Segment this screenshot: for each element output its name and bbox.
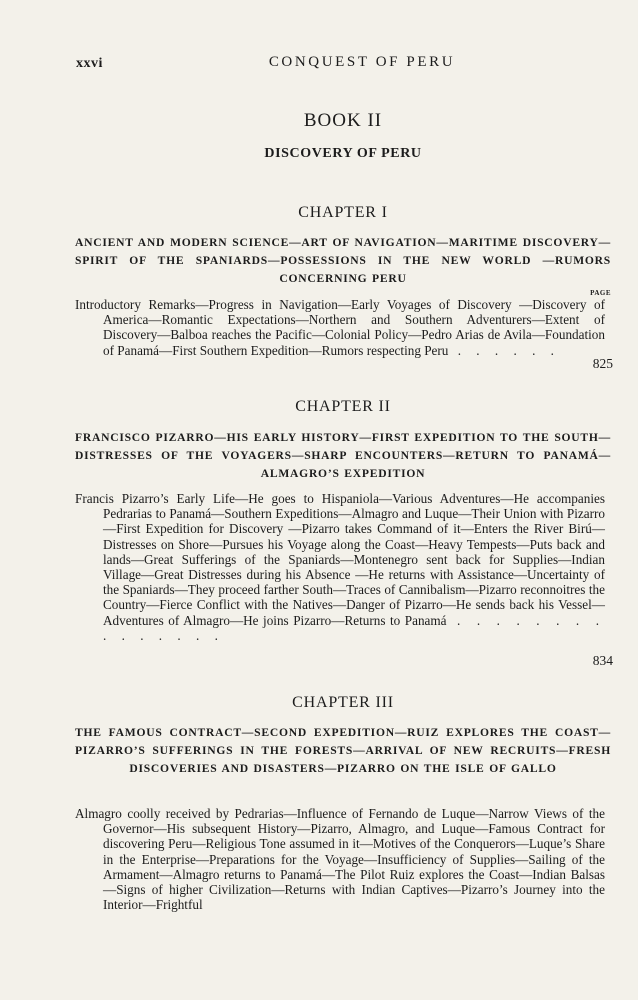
chapter-2-summary: [75, 491, 605, 643]
page-folio: xxvi: [76, 56, 103, 71]
chapter-3-summary-text: Almagro coolly received by Pedrarias—Influence of Fernando de Luque—Narrow Views of the Governor—His subsequent History—Pizarro, Almagro, and Luque—Famous Contract for discovering Peru—Religious Tone assumed in it—Motives of the Conquerors—Luque’s Share in the Enterprise—Preparations for the Voyage—Insufficiency of Supplies—Sailing of the Armament—Almagro returns to Panamá—The Pilot Ruiz explores the Coast—Indian Balsas—Signs of higher Civilization—Returns with Indian Captives—Pizarro’s Journey into the Interior—Frightful: [75, 806, 605, 913]
chapter-1-page-number: 825: [592, 356, 613, 371]
chapter-1-summary: [75, 297, 605, 358]
book-subtitle: DISCOVERY OF PERU: [264, 146, 422, 161]
chapter-2-page-number: 834: [592, 653, 613, 668]
book-title: BOOK II: [303, 110, 383, 131]
chapter-1-leader: . . . . . .: [448, 342, 560, 358]
running-head: [72, 54, 612, 74]
page-column-label: PAGE: [590, 289, 611, 297]
running-title: CONQUEST OF PERU: [268, 54, 456, 70]
chapter-2-topics: FRANCISCO PIZARRO—HIS EARLY HISTORY—FIRST EXPEDITION TO THE SOUTH—DISTRESSES OF THE VOYAGERS—SHARP ENCOUNTERS—RETURN TO PANAMÁ—ALMAGRO’S EXPEDITION: [75, 431, 611, 480]
chapter-3-summary: [75, 806, 605, 912]
chapter-3-heading: CHAPTER III: [292, 694, 394, 711]
chapter-2-leader: . . . . . . . . . . . . . . .: [103, 612, 605, 643]
chapter-2-summary-text: Francis Pizarro’s Early Life—He goes to Hispaniola—Various Adventures—He accompanies Pedrarias to Panamá—Southern Expeditions—Almagro and Luque—Their Union with Pizarro—First Expedition for Discovery —Pizarro takes Command of it—Enters the River Birú—Distresses on Shore—Pursues his Voyage along the Coast—Heavy Tempests—Puts back and lands—Great Sufferings of the Spaniards—Montenegro sent back for Supplies—Indian Village—Great Distresses during his Absence —He returns with Assistance—Uncertainty of the Spaniards—They proceed farther South—Traces of Cannibalism—Pizarro reconnoitres the Country—Fierce Conflict with the Natives—Danger of Pizarro—He sends back his Vessel—Adventures of Almagro—He joins Pizarro—Returns to Panamá: [75, 491, 605, 628]
chapter-2-heading: CHAPTER II: [295, 398, 391, 415]
chapter-1-summary-text: Introductory Remarks—Progress in Navigation—Early Voyages of Discovery —Discovery of America—Romantic Expectations—Northern and Southern Adventurers—Extent of Discovery—Balboa reaches the Pacific—Colonial Policy—Pedro Arias de Avila—Foundation of Panamá—First Southern Expedition—Rumors respecting Peru: [75, 297, 605, 358]
chapter-1-topics: ANCIENT AND MODERN SCIENCE—ART OF NAVIGATION—MARITIME DISCOVERY—SPIRIT OF THE SPANIARDS—POSSESSIONS IN THE NEW WORLD —RUMORS CONCERNING PERU: [75, 236, 611, 285]
chapter-3-topics: THE FAMOUS CONTRACT—SECOND EXPEDITION—RUIZ EXPLORES THE COAST—PIZARRO’S SUFFERINGS IN THE FORESTS—ARRIVAL OF NEW RECRUITS—FRESH DISCOVERIES AND DISASTERS—PIZARRO ON THE ISLE OF GALLO: [75, 726, 611, 775]
chapter-1-heading: CHAPTER I: [298, 204, 388, 221]
